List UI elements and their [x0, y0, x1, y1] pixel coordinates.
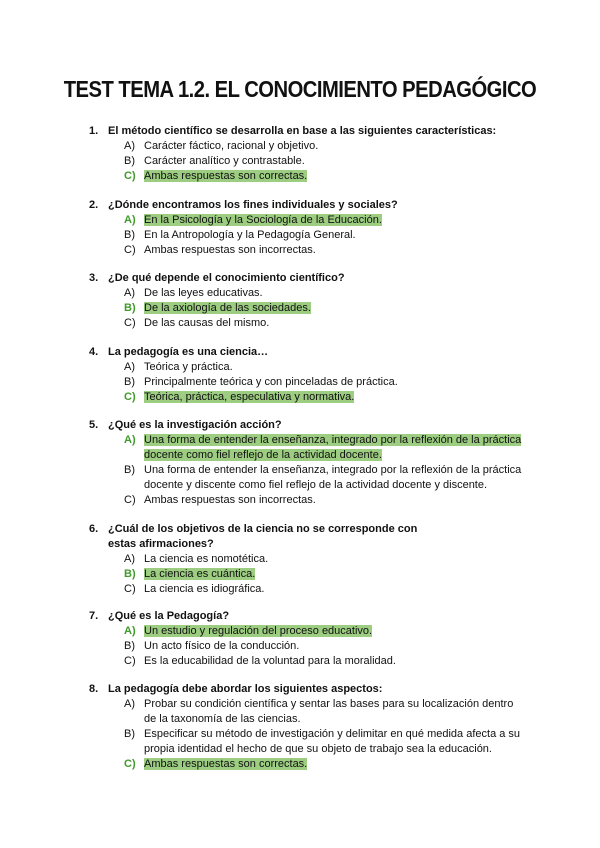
question-stem — [0, 198, 600, 213]
question-number: 6. — [89, 523, 99, 535]
option-letter: C) — [124, 244, 136, 256]
option-letter: B) — [124, 568, 136, 580]
option-b — [0, 375, 600, 390]
question-number: 8. — [89, 683, 99, 695]
option-text: Carácter analítico y contrastable. — [144, 155, 305, 167]
option-b — [0, 154, 600, 169]
correct-answer-highlight: De la axiología de las sociedades. — [144, 302, 311, 314]
option-b-correct — [0, 301, 600, 316]
option-letter: A) — [124, 287, 135, 299]
option-letter: B) — [124, 155, 135, 167]
correct-answer-highlight: En la Psicología y la Sociología de la Educación. — [144, 214, 382, 226]
option-c — [0, 316, 600, 331]
option-letter: A) — [124, 214, 136, 226]
page-title: TEST TEMA 1.2. EL CONOCIMIENTO PEDAGÓGICO — [63, 76, 537, 102]
question-number: 2. — [89, 199, 99, 211]
question-7 — [0, 609, 600, 669]
option-letter: C) — [124, 583, 136, 595]
option-text: Ambas respuestas son incorrectas. — [144, 244, 316, 256]
option-c — [0, 243, 600, 258]
question-text: ¿Qué es la investigación acción? — [108, 419, 282, 431]
option-text: De las causas del mismo. — [144, 317, 270, 329]
question-text: ¿De qué depende el conocimiento científico? — [108, 272, 345, 284]
option-letter: A) — [124, 361, 135, 373]
option-letter: B) — [124, 229, 135, 241]
question-number: 7. — [89, 610, 99, 622]
option-c — [0, 582, 600, 597]
option-text: Especificar su método de investigación y delimitar en qué medida afecta a su propia identidad el hecho de que su objeto de trabajo sea la educación. — [144, 728, 521, 755]
option-a-correct — [0, 433, 600, 463]
option-letter: C) — [124, 655, 136, 667]
option-a — [0, 139, 600, 154]
correct-answer-highlight: Una forma de entender la enseñanza, integrado por la reflexión de la práctica docente como fiel reflejo de la actividad docente. — [144, 434, 522, 461]
option-letter: C) — [124, 170, 136, 182]
option-text: Probar su condición científica y sentar las bases para su localización dentro de la taxonomía de las ciencias. — [144, 698, 514, 725]
option-letter: B) — [124, 640, 135, 652]
question-5 — [0, 418, 600, 508]
question-3 — [0, 271, 600, 331]
option-a — [0, 360, 600, 375]
option-text: Una forma de entender la enseñanza, integrado por la reflexión de la práctica docente y discente como fiel reflejo de la actividad docente y discente. — [144, 464, 522, 491]
option-c-correct — [0, 757, 600, 772]
question-text: La pedagogía es una ciencia… — [108, 346, 269, 358]
option-c — [0, 654, 600, 669]
question-text: ¿Qué es la Pedagogía? — [108, 610, 230, 622]
question-stem — [0, 682, 600, 697]
question-text: El método científico se desarrolla en base a las siguientes características: — [108, 125, 497, 137]
option-b — [0, 727, 600, 757]
option-letter: B) — [124, 464, 135, 476]
question-8 — [0, 682, 600, 772]
question-stem — [0, 271, 600, 286]
correct-answer-highlight: Ambas respuestas son correctas. — [144, 170, 308, 182]
option-letter: C) — [124, 758, 136, 770]
option-letter: C) — [124, 494, 136, 506]
option-b — [0, 463, 600, 493]
question-4 — [0, 345, 600, 405]
option-c — [0, 493, 600, 508]
question-stem — [0, 345, 600, 360]
question-stem — [0, 124, 600, 139]
option-b-correct — [0, 567, 600, 582]
option-b — [0, 639, 600, 654]
question-6 — [0, 522, 600, 597]
question-1 — [0, 124, 600, 184]
option-text: Es la educabilidad de la voluntad para la moralidad. — [144, 655, 396, 667]
question-text: ¿Cuál de los objetivos de la ciencia no se corresponde con estas afirmaciones? — [108, 523, 418, 550]
option-c-correct — [0, 390, 600, 405]
option-letter: A) — [124, 434, 136, 446]
option-letter: C) — [124, 391, 136, 403]
correct-answer-highlight: Ambas respuestas son correctas. — [144, 758, 308, 770]
question-stem — [0, 609, 600, 624]
question-text: La pedagogía debe abordar los siguientes aspectos: — [108, 683, 383, 695]
question-stem — [0, 418, 600, 433]
option-letter: B) — [124, 376, 135, 388]
question-number: 4. — [89, 346, 99, 358]
option-text: Carácter fáctico, racional y objetivo. — [144, 140, 319, 152]
option-a-correct — [0, 213, 600, 228]
question-stem — [0, 522, 600, 552]
question-number: 1. — [89, 125, 99, 137]
correct-answer-highlight: La ciencia es cuántica. — [144, 568, 256, 580]
option-letter: A) — [124, 698, 135, 710]
option-text: Principalmente teórica y con pinceladas de práctica. — [144, 376, 398, 388]
option-b — [0, 228, 600, 243]
question-number: 5. — [89, 419, 99, 431]
correct-answer-highlight: Teórica, práctica, especulativa y normativa. — [144, 391, 355, 403]
option-a — [0, 552, 600, 567]
correct-answer-highlight: Un estudio y regulación del proceso educativo. — [144, 625, 373, 637]
option-letter: A) — [124, 140, 135, 152]
option-text: De las leyes educativas. — [144, 287, 263, 299]
option-letter: A) — [124, 553, 135, 565]
option-text: Un acto físico de la conducción. — [144, 640, 300, 652]
option-a-correct — [0, 624, 600, 639]
option-c-correct — [0, 169, 600, 184]
option-a — [0, 697, 600, 727]
option-text: Teórica y práctica. — [144, 361, 233, 373]
question-2 — [0, 198, 600, 258]
option-a — [0, 286, 600, 301]
option-text: Ambas respuestas son incorrectas. — [144, 494, 316, 506]
option-text: La ciencia es idiográfica. — [144, 583, 265, 595]
option-letter: B) — [124, 302, 136, 314]
question-text: ¿Dónde encontramos los fines individuales y sociales? — [108, 199, 398, 211]
option-letter: A) — [124, 625, 136, 637]
option-text: En la Antropología y la Pedagogía General. — [144, 229, 356, 241]
option-letter: B) — [124, 728, 135, 740]
option-letter: C) — [124, 317, 136, 329]
question-number: 3. — [89, 272, 99, 284]
option-text: La ciencia es nomotética. — [144, 553, 269, 565]
